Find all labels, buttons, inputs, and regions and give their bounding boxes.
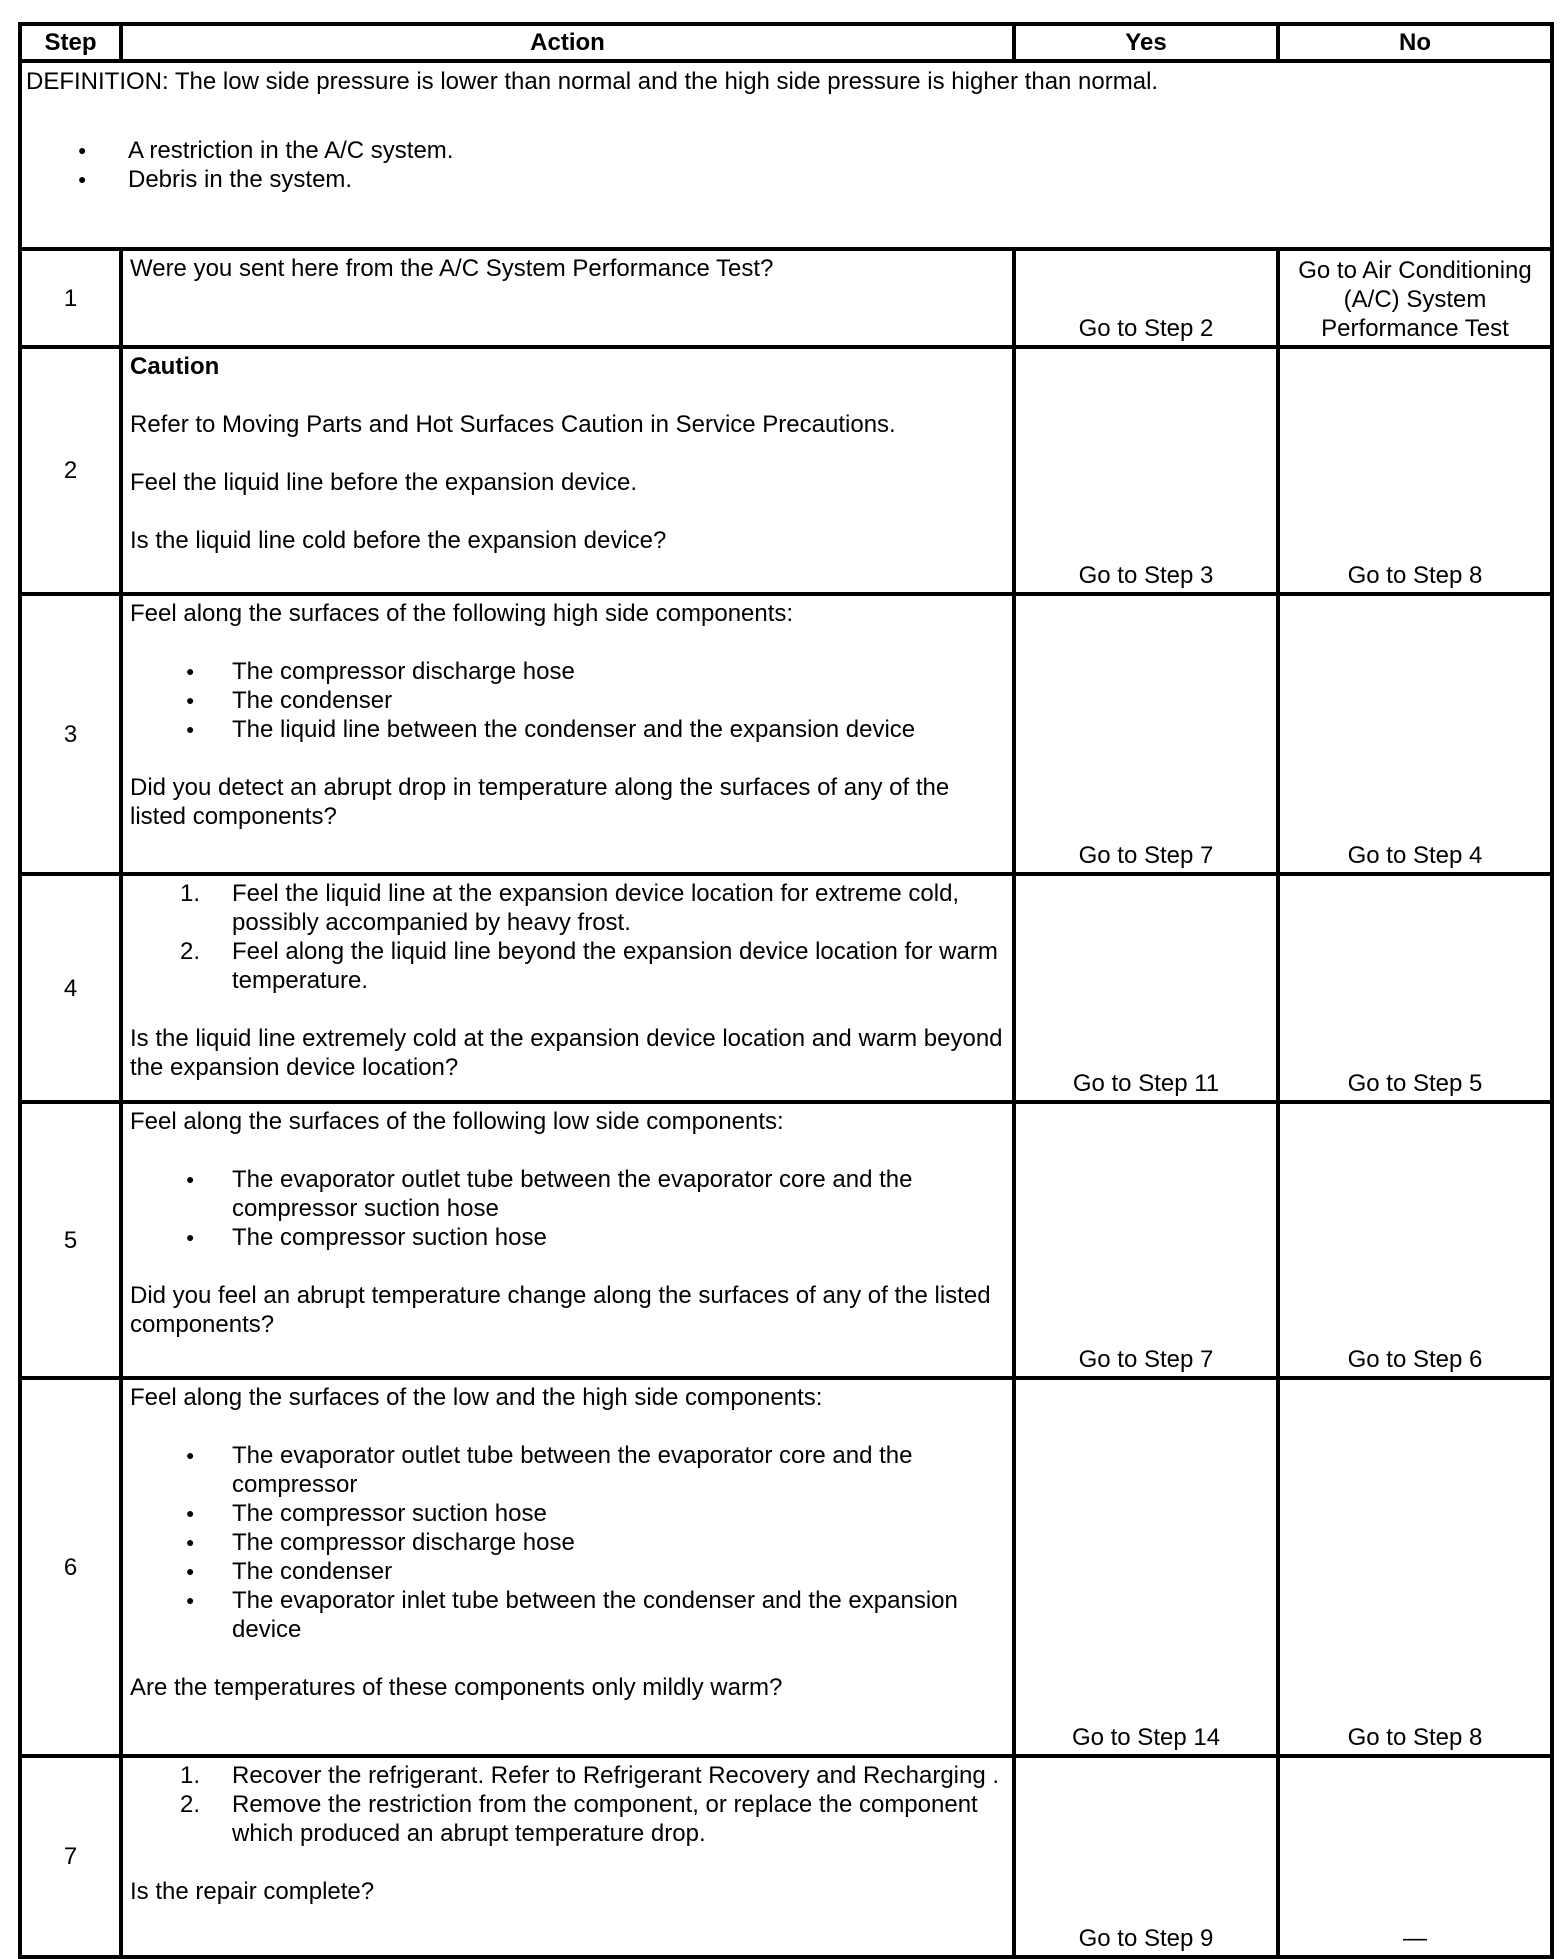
yes-link[interactable]: Go to Step 3 bbox=[1014, 347, 1278, 594]
no-link[interactable]: Go to Step 8 bbox=[1278, 1378, 1552, 1756]
step-question: Did you detect an abrupt drop in temperature along the surfaces of any of the listed components? bbox=[130, 774, 950, 830]
step-number: 2 bbox=[20, 347, 121, 594]
item-number: 1. bbox=[180, 880, 201, 907]
no-link[interactable]: Go to Step 6 bbox=[1278, 1102, 1552, 1378]
step-action bbox=[121, 874, 1014, 1102]
component-list bbox=[130, 657, 1006, 744]
yes-link[interactable]: Go to Step 7 bbox=[1014, 1102, 1278, 1378]
yes-link[interactable]: Go to Step 7 bbox=[1014, 594, 1278, 874]
definition-cell bbox=[20, 61, 1552, 249]
no-link[interactable]: Go to Step 8 bbox=[1278, 347, 1552, 594]
no-link[interactable]: Go to Air Conditioning (A/C) System Performance Test bbox=[1278, 249, 1552, 347]
header-action: Action bbox=[121, 24, 1014, 61]
step-question: Were you sent here from the A/C System Performance Test? bbox=[130, 255, 774, 282]
table-row bbox=[20, 249, 1552, 347]
no-link[interactable]: Go to Step 4 bbox=[1278, 594, 1552, 874]
yes-link[interactable]: Go to Step 11 bbox=[1014, 874, 1278, 1102]
list-item: ● Debris in the system. bbox=[26, 165, 1546, 194]
no-dash: — bbox=[1278, 1756, 1552, 1957]
table-row bbox=[20, 874, 1552, 1102]
list-item bbox=[130, 937, 1006, 995]
item-text: Recover the refrigerant. Refer to Refrigerant Recovery and Recharging . bbox=[232, 1762, 1000, 1789]
no-link[interactable]: Go to Step 5 bbox=[1278, 874, 1552, 1102]
list-item bbox=[130, 1761, 1006, 1790]
definition-text: DEFINITION: The low side pressure is lower than normal and the high side pressure is higher than normal. bbox=[26, 68, 1159, 95]
list-item bbox=[130, 879, 1006, 937]
diagnostic-table bbox=[18, 22, 1554, 1959]
list-item: ● The evaporator outlet tube between the evaporator core and the compressor bbox=[130, 1441, 1006, 1499]
yes-link[interactable]: Go to Step 2 bbox=[1014, 249, 1278, 347]
table-row bbox=[20, 594, 1552, 874]
list-item: ● The evaporator inlet tube between the condenser and the expansion device bbox=[130, 1586, 1006, 1644]
component-list bbox=[130, 1165, 1006, 1252]
item-number: 2. bbox=[180, 1791, 201, 1818]
list-item bbox=[130, 1790, 1006, 1848]
definition-row bbox=[20, 61, 1552, 249]
numbered-list bbox=[130, 1761, 1006, 1848]
item-text: Feel along the liquid line beyond the expansion device location for warm temperature. bbox=[232, 938, 998, 994]
header-no: No bbox=[1278, 24, 1552, 61]
list-item: ● The compressor suction hose bbox=[130, 1223, 1006, 1252]
header-yes: Yes bbox=[1014, 24, 1278, 61]
yes-link[interactable]: Go to Step 14 bbox=[1014, 1378, 1278, 1756]
step-number: 3 bbox=[20, 594, 121, 874]
step-action bbox=[121, 1378, 1014, 1756]
component-list bbox=[130, 1441, 1006, 1644]
header-row bbox=[20, 24, 1552, 61]
step-number: 4 bbox=[20, 874, 121, 1102]
step-intro: Feel along the surfaces of the low and the high side components: bbox=[130, 1384, 823, 1411]
step-action bbox=[121, 347, 1014, 594]
caution-label: Caution bbox=[130, 353, 220, 380]
step-question: Are the temperatures of these components only mildly warm? bbox=[130, 1674, 783, 1701]
header-step: Step bbox=[20, 24, 121, 61]
step-intro: Feel along the surfaces of the following high side components: bbox=[130, 600, 794, 627]
list-item: ● The compressor discharge hose bbox=[130, 1528, 1006, 1557]
list-item: ● The condenser bbox=[130, 1557, 1006, 1586]
list-item: ● The condenser bbox=[130, 686, 1006, 715]
list-item: ● The compressor discharge hose bbox=[130, 657, 1006, 686]
item-text: Remove the restriction from the component, or replace the component which produced an abrupt temperature drop. bbox=[232, 1791, 978, 1847]
step-line: Feel the liquid line before the expansion device. bbox=[130, 469, 637, 496]
table-row bbox=[20, 347, 1552, 594]
list-item: ● The compressor suction hose bbox=[130, 1499, 1006, 1528]
step-number: 1 bbox=[20, 249, 121, 347]
item-number: 1. bbox=[180, 1762, 201, 1789]
step-action bbox=[121, 594, 1014, 874]
item-number: 2. bbox=[180, 938, 201, 965]
table-row bbox=[20, 1378, 1552, 1756]
step-number: 6 bbox=[20, 1378, 121, 1756]
step-question: Did you feel an abrupt temperature change along the surfaces of any of the listed components? bbox=[130, 1282, 991, 1338]
list-item: ● The liquid line between the condenser and the expansion device bbox=[130, 715, 1006, 744]
step-action bbox=[121, 1102, 1014, 1378]
list-item: ● The evaporator outlet tube between the evaporator core and the compressor suction hose bbox=[130, 1165, 1006, 1223]
step-action bbox=[121, 249, 1014, 347]
step-number: 7 bbox=[20, 1756, 121, 1957]
step-number: 5 bbox=[20, 1102, 121, 1378]
item-text: Feel the liquid line at the expansion device location for extreme cold, possibly accompanied by heavy frost. bbox=[232, 880, 960, 936]
table-row bbox=[20, 1756, 1552, 1957]
step-intro: Feel along the surfaces of the following low side components: bbox=[130, 1108, 784, 1135]
step-question: Is the liquid line cold before the expansion device? bbox=[130, 527, 667, 554]
step-question: Is the liquid line extremely cold at the expansion device location and warm beyond the expansion device location? bbox=[130, 1025, 1003, 1081]
step-action bbox=[121, 1756, 1014, 1957]
step-line: Refer to Moving Parts and Hot Surfaces Caution in Service Precautions. bbox=[130, 411, 896, 438]
numbered-list bbox=[130, 879, 1006, 995]
list-item: ● A restriction in the A/C system. bbox=[26, 136, 1546, 165]
table-row bbox=[20, 1102, 1552, 1378]
yes-link[interactable]: Go to Step 9 bbox=[1014, 1756, 1278, 1957]
definition-list bbox=[26, 136, 1546, 194]
step-question: Is the repair complete? bbox=[130, 1878, 375, 1905]
